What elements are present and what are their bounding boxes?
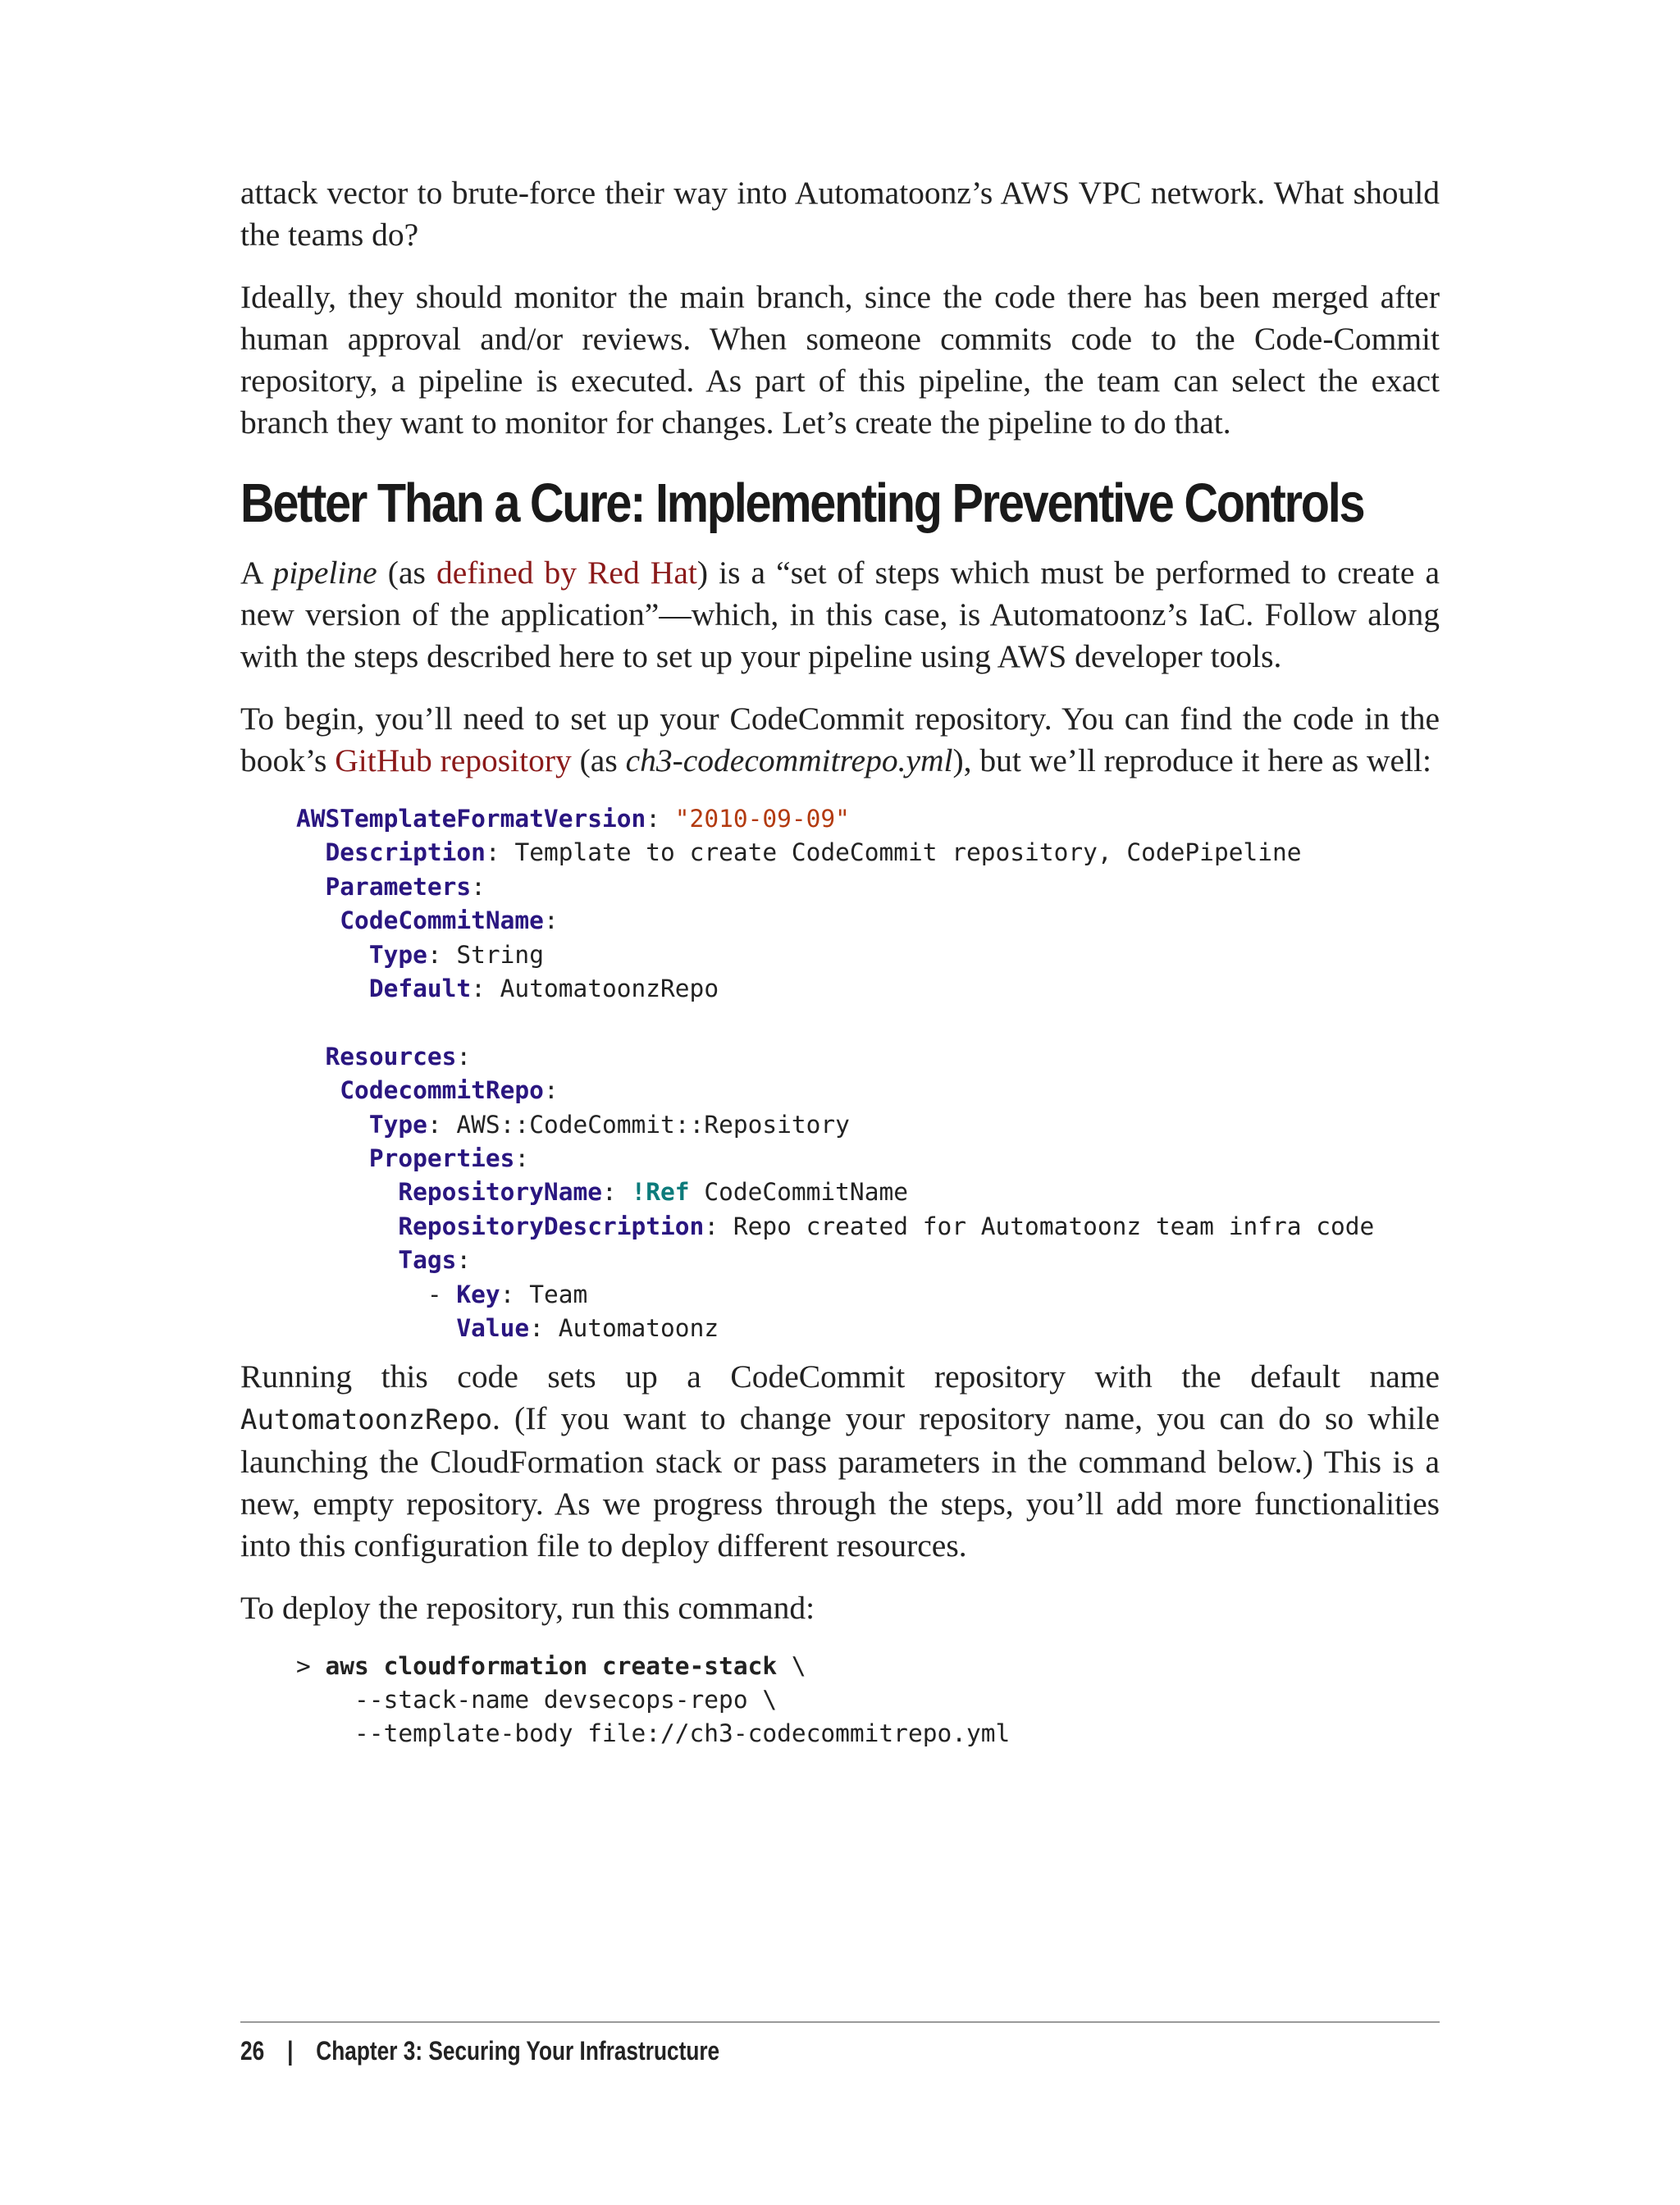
chapter-title: Chapter 3: Securing Your Infrastructure [316,2036,720,2066]
paragraph-deploy: To deploy the repository, run this command: [240,1589,815,1626]
page-number: 26 [240,2036,265,2066]
section-heading: Better Than a Cure: Implementing Preventive Controls [240,472,1364,534]
filename: ch3-codecommitrepo.yml [625,742,953,778]
footer-separator: | [287,2036,294,2066]
paragraph-monitor-branch: Ideally, they should monitor the main branch, since the code there has been merged after human approval and/or reviews. When someone commits code to the Code-Commit repository, a pipeline is executed. As part of this pipeline, the team can select the exact branch they want to monitor for changes. Let’s create the pipeline to do that. [240,279,1440,441]
paragraph-running-code: Running this code sets up a CodeCommit repository with the default name AutomatoonzRepo. (If you want to change your repository name, you can do so while launching the CloudFormation stack or pass parameters in the command below.) This is a new, empty repository. As we progress through the steps, you’ll add more functionalities into this configuration file to deploy different resources. [240,1358,1440,1564]
page-footer [240,2036,719,2066]
shell-command-block: > aws cloudformation create-stack \ --stack-name devsecops-repo \ --template-body file://ch3-codecommitrepo.yml [296,1651,1011,1748]
github-repository-link[interactable]: GitHub repository [335,742,572,778]
red-hat-link[interactable]: defined by Red Hat [436,555,697,591]
page-content [240,172,1440,1761]
inline-code-repo-name: AutomatoonzRepo [240,1403,493,1436]
paragraph-pipeline-definition: A pipeline (as defined by Red Hat) is a “set of steps which must be performed to create a new version of the application”—which, in this case, is Automatoonz’s IaC. Follow along with the steps described here to set up your pipeline using AWS developer tools. [240,555,1440,674]
yaml-code-block: AWSTemplateFormatVersion: "2010-09-09" Description: Template to create CodeCommit repository, CodePipeline Parameters: CodeCommitName: Type: String Default: AutomatoonzRepo Resources: CodecommitRepo: Type: AWS::CodeCommit::Repository Properties: RepositoryName: !Ref CodeCommitName RepositoryDescription: Repo created for Automatoonz team infra code Tags: - Key: Team Value: Automatoonz [296,805,1375,1343]
paragraph-attack-vector: attack vector to brute-force their way into Automatoonz’s AWS VPC network. What should the teams do? [240,175,1440,253]
pipeline-term: pipeline [272,555,377,591]
paragraph-codecommit-setup: To begin, you’ll need to set up your CodeCommit repository. You can find the code in the book’s GitHub repository (as ch3-codecommitrepo.yml), but we’ll reproduce it here as well: [240,701,1440,778]
footer-divider [240,2021,1440,2023]
